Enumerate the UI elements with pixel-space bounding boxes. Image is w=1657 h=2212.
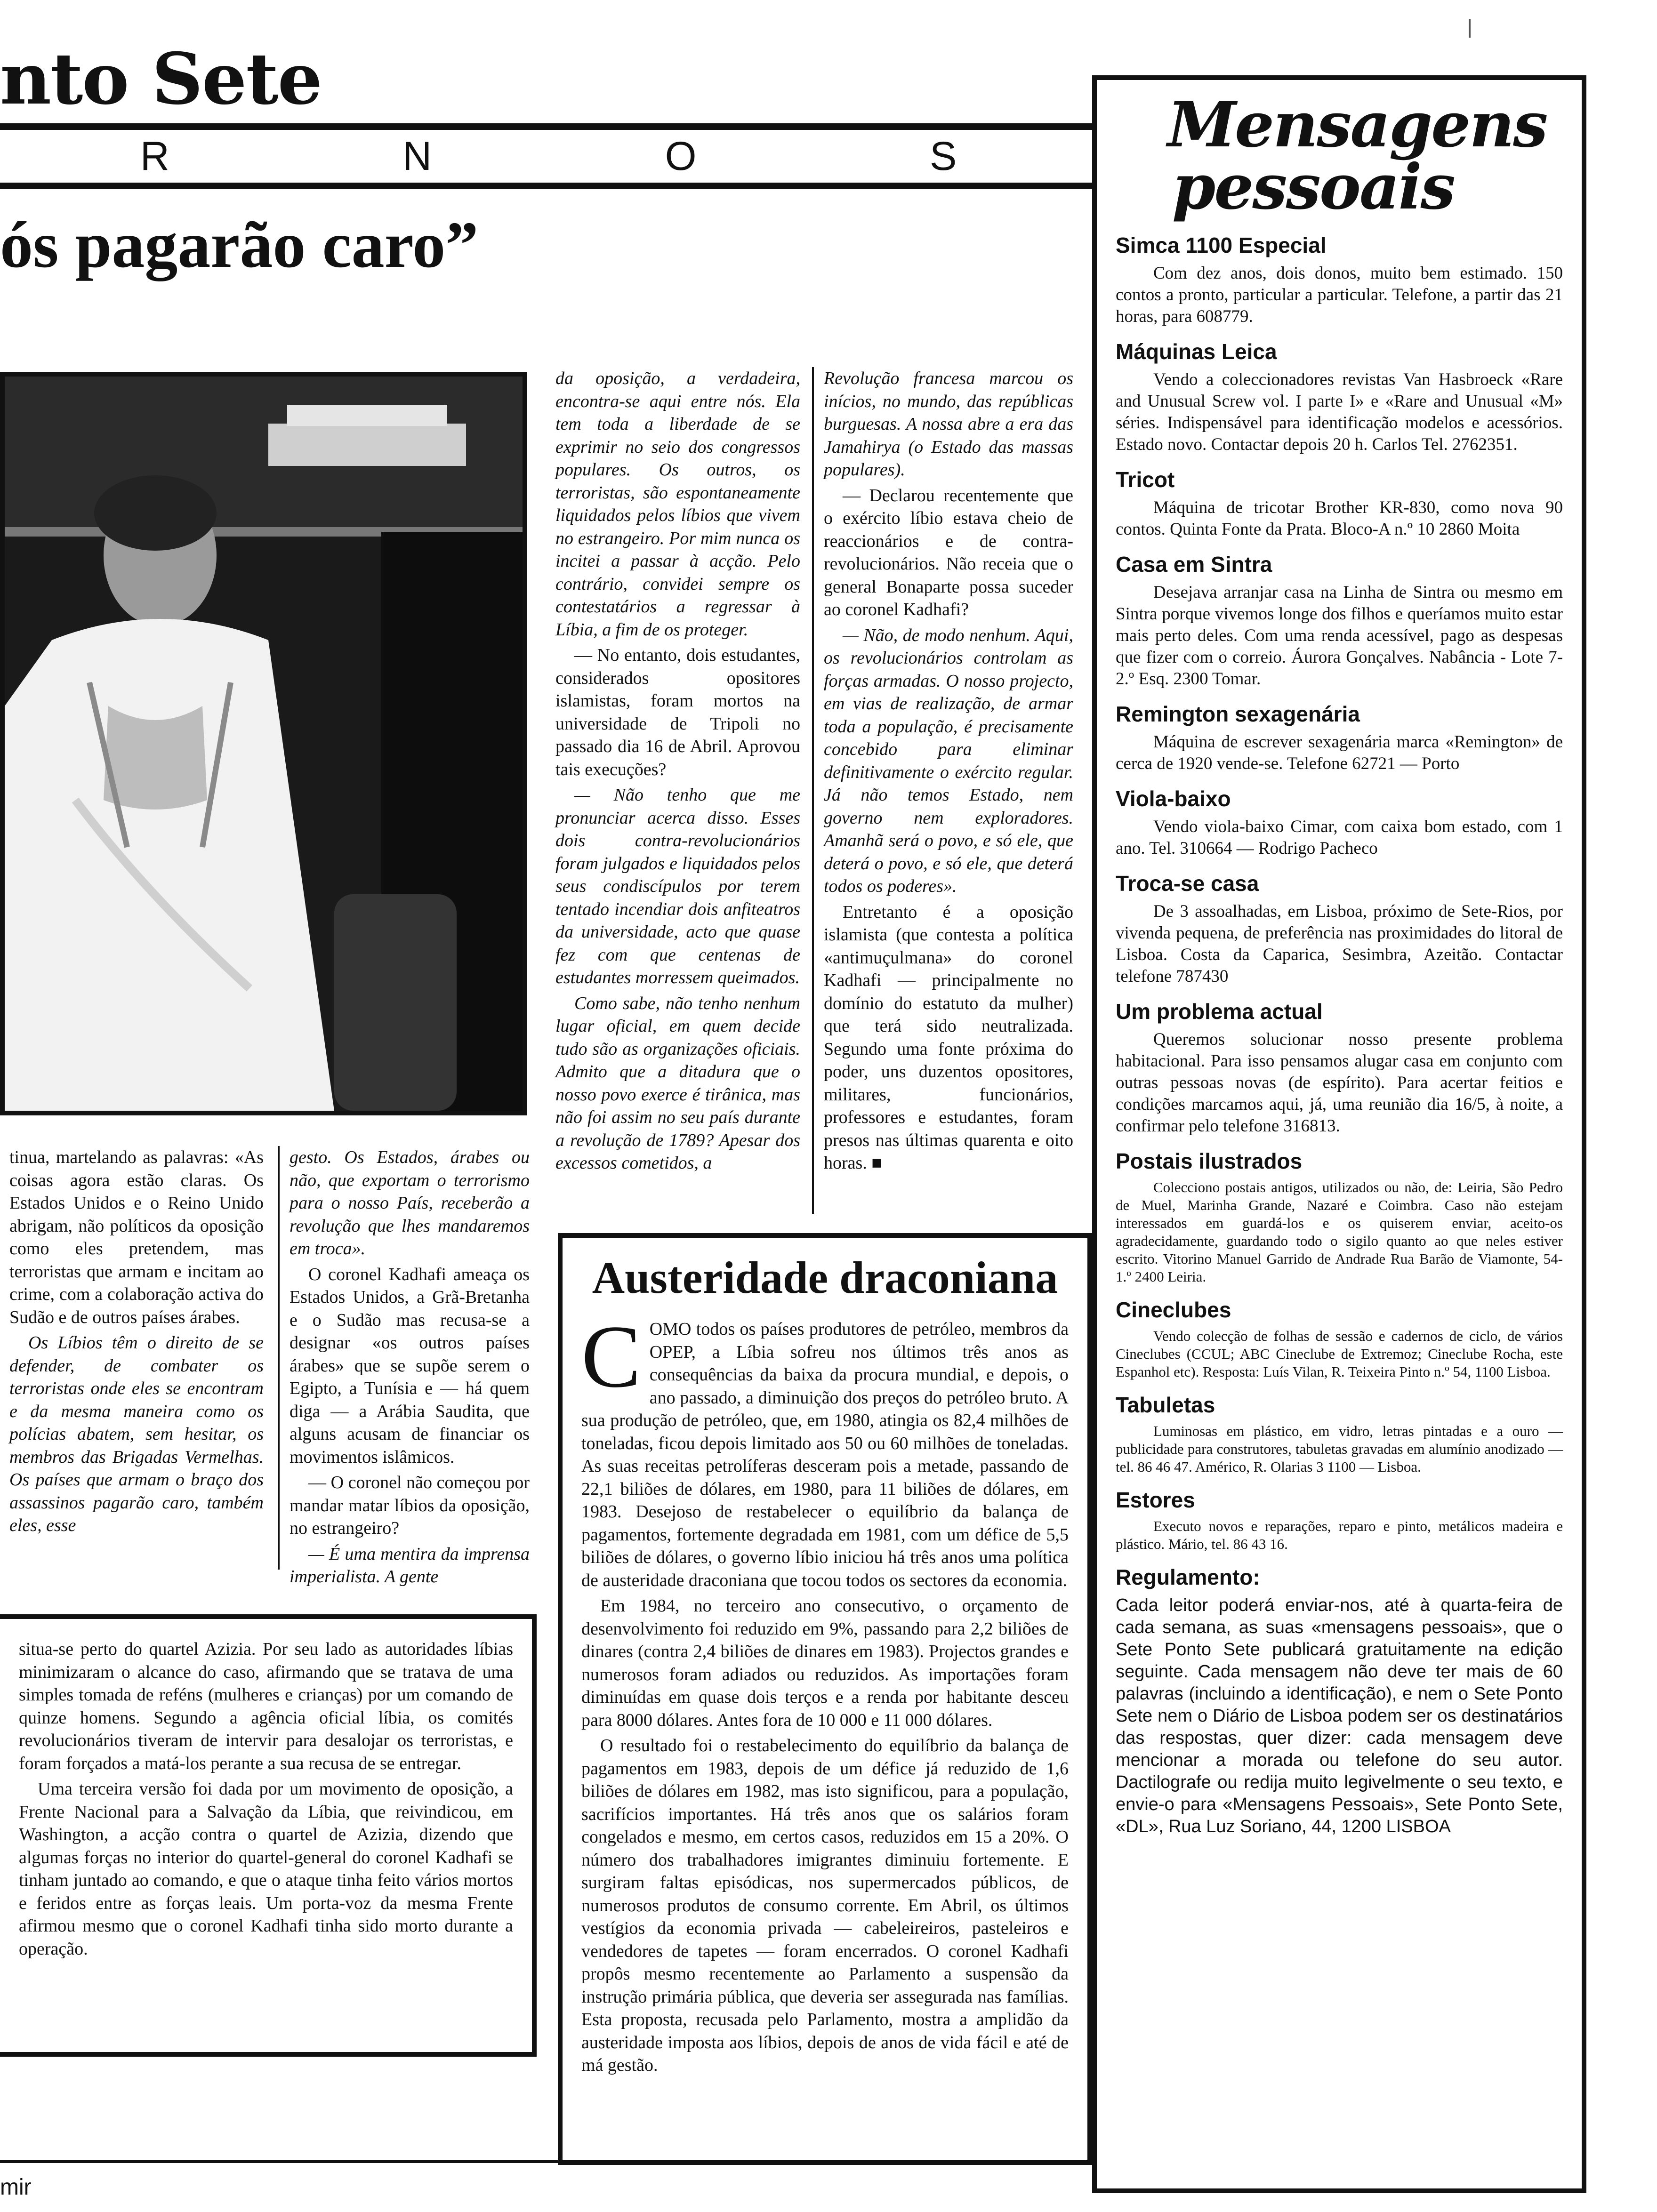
article-text: Revolução francesa marcou os inícios, no mundo, das repúblicas burguesas. A nossa abre a era das Jamahirya (o Estado das massas populares).: [824, 369, 1073, 480]
classified-ad: [1116, 701, 1563, 775]
photo-illustration: [5, 377, 523, 1111]
classified-ad: [1116, 1392, 1563, 1476]
ad-text: Máquina de tricotar Brother KR-830, como nova 90 contos. Quinta Fonte da Prata. Bloco-A n.º 10 2860 Moita: [1116, 498, 1563, 539]
article-column: [9, 1146, 264, 1540]
austerity-text: OMO todos os países produtores de petróleo, membros da OPEP, a Líbia sofreu nos últimos três anos as consequências da baixa da procura mundial, e depois, o ano passado, a diminuição dos preços do petróleo bruto. A sua produção de petróleo, que, em 1980, atingia os 82,4 milhões de toneladas, ficou depois limitado aos 50 ou 60 milhões de toneladas. As suas receitas petrolíferas desceram pois a metade, passando de 22,1 biliões de dólares, em 1980, para 11 biliões de dólares, em 1983. Desejoso de restabelecer o equilíbrio da balança de pagamentos, fortemente degradada em 1981, com um défice de 5,5 biliões de dólares, o governo líbio iniciou há três anos uma política de austeridade draconiana que tocou todos os sectores da economia.: [581, 1319, 1069, 1590]
article-text: — É uma mentira da imprensa imperialista. A gente: [290, 1544, 530, 1587]
austerity-text: O resultado foi o restabelecimento do equilíbrio da balança de pagamentos em 1983, depois de um défice já reduzido de 1,6 biliões de dólares em 1982, mas isto significou, para a população, sacrifícios importantes. Há três anos que os salários foram congelados e mesmo, em certos casos, reduzidos em 15 a 20%. O número dos trabalhadores imigrantes diminuiu fortemente. E surgiram faltas episódicas, nos supermercados públicos, de numerosos produtos de consumo corrente. Em Abril, os últimos vestígios da economia privada — cabeleireiros, pasteleiros e vendedores de tapetes — foram encerrados. O coronel Kadhafi propôs mesmo recentemente ao Parlamento a suspensão da instrução primária pública, que deveria ser assegurada nas famílias. Esta proposta, recusada pelo Parlamento, mostra a amplidão da austeridade imposta aos líbios, depois de anos de vida fácil e até de má gestão.: [581, 1736, 1069, 2075]
related-text: situa-se perto do quartel Azizia. Por seu lado as autoridades líbias minimizaram o alcance do caso, afirmando que se tratava de uma simples tomada de reféns (mulheres e crianças) por um comando de quinze homens. Segundo a agência oficial líbia, os comités revolucionários tiveram de intervir para desalojar os terroristas, e foram forçados a matá-los perante a sua recusa de se entregar.: [19, 1639, 513, 1773]
end-mark: ■: [871, 1153, 883, 1173]
article-text: — Declarou recentemente que o exército líbio estava cheio de reaccionários e de contra-revolucionários. Não receia que o general Bonaparte possa suceder ao coronel Kadhafi?: [824, 485, 1073, 619]
related-text: Uma terceira versão foi dada por um movimento de oposição, a Frente Nacional para a Salvação da Líbia, que reivindicou, em Washington, a acção contra o quartel de Azizia, dizendo que algumas forças no interior do quartel-general do coronel Kadhafi se tinham juntado ao comando, e que o ataque tinha feito vários mortos e feridos entre as forças leais. Um porta-voz da mesma Frente afirmou mesmo que o coronel Kadhafi tinha sido morto durante a operação.: [19, 1779, 513, 1959]
ad-heading: Viola-baixo: [1116, 786, 1231, 811]
ad-text: Executo novos e reparações, reparo e pinto, metálicos madeira e plástico. Mário, tel. 86 43 16.: [1116, 1518, 1563, 1552]
classified-ad: [1116, 467, 1563, 540]
ad-text: Luminosas em plástico, em vidro, letras pintadas e a ouro — publicidade para construtores, tabuletas gravadas em alumínio anodizado — tel. 86 46 47. Américo, R. Olarias 3 1100 — Lisboa.: [1116, 1423, 1563, 1475]
regulations-heading: Regulamento:: [1116, 1565, 1260, 1589]
ad-text: Com dez anos, dois donos, muito bem estimado. 150 contos a pronto, particular a particular. Telefone, a partir das 21 horas, para 608779.: [1116, 264, 1563, 326]
masthead-title: nto Sete: [0, 38, 322, 120]
ad-text: Vendo colecção de folhas de sessão e cadernos de ciclo, de vários Cineclubes (CCUL; ABC Cineclube de Extremoz; Cineclube Rocha, este Espanhol etc). Resposta: Luís Vilan, R. Teixeira Pinto n.º 54, 1100 Lisboa.: [1116, 1328, 1563, 1380]
article-text: Como sabe, não tenho nenhum lugar oficial, em quem decide tudo são as organizações oficiais. Admito que a ditadura que o nosso povo exerce é tirânica, mas não foi assim no seu país durante a revolução de 1789? Apesar dos excessos cometidos, a: [555, 993, 800, 1173]
ad-heading: Remington sexagenária: [1116, 702, 1360, 726]
section-letter: O: [665, 133, 697, 179]
ad-text: Queremos solucionar nosso presente problema habitacional. Para isso pensamos alugar casa em conjunto com outras pessoas novas (de espírito). Para acertar feitios e condições marcamos aqui, já, uma reunião dia 16/5, à noite, a confirmar pelo telefone 316813.: [1116, 1030, 1563, 1136]
messages-title-line: pessoais: [1172, 151, 1454, 224]
section-letter: N: [402, 133, 432, 179]
article-column: [290, 1146, 530, 1591]
ad-text: Vendo viola-baixo Cimar, com caixa bom estado, com 1 ano. Tel. 310664 — Rodrigo Pacheco: [1116, 817, 1563, 858]
classified-ad: [1116, 999, 1563, 1137]
messages-title-line: Mensagens: [1167, 88, 1547, 161]
austerity-title: Austeridade draconiana: [592, 1252, 1058, 1303]
article-text: — Não tenho que me pronunciar acerca disso. Esses dois contra-revolucionários foram julgados e liquidados pelos seus condiscípulos por terem tentado incendiar dois anfiteatros da universidade, acto que quase fez com que centenas de estudantes morressem queimados.: [555, 785, 800, 987]
article-text: Os Líbios têm o direito de se defender, de combater os terroristas onde eles se encontram e da mesma maneira como os polícias abatem, sem hesitar, os membros das Brigadas Vermelhas. Os países que armam o braço dos assassinos pagarão caro, também eles, esse: [9, 1333, 264, 1535]
classified-ad: [1116, 232, 1563, 328]
ad-text: Desejava arranjar casa na Linha de Sintra ou mesmo em Sintra porque vivemos longe dos filhos e queríamos muito estar mais perto deles. Com uma renda acessível, pago as despesas que fizer com o correio. Áurora Gonçalves. Nabância - Lote 7-2.º Esq. 2300 Tomar.: [1116, 583, 1563, 689]
classified-ad: [1116, 786, 1563, 859]
ad-text: Vendo a coleccionadores revistas Van Hasbroeck «Rare and Unusual Screw vol. I parte I» e «Rare and Unusual «M» séries. Indispensável para identificação modelos e acessórios. Estado novo. Contactar depois 20 h. Carlos Tel. 2762351.: [1116, 370, 1563, 454]
article-text: — No entanto, dois estudantes, considerados opositores islamistas, foram mortos na universidade de Tripoli no passado dia 16 de Abril. Aprovou tais execuções?: [555, 645, 800, 779]
article-text: — Não, de modo nenhum. Aqui, os revolucionários controlam as forças armadas. O nosso projecto, em vias de realização, de armar toda a população, é precisamente concebido para eliminar definitivamente o exército regular. Já não temos Estado, nem governo nem exploradores. Amanhã será o povo, e só ele, que deterá o povo, e só ele, que deterá todos os poderes».: [824, 625, 1073, 896]
page-mark: [1469, 19, 1471, 38]
ad-heading: Um problema actual: [1116, 999, 1323, 1024]
ad-heading: Casa em Sintra: [1116, 552, 1272, 577]
regulations: [1116, 1564, 1563, 1838]
classified-ad: [1116, 1148, 1563, 1286]
classified-ad: [1116, 552, 1563, 690]
classified-ad: [1116, 1487, 1563, 1553]
article-text: — O coronel não começou por mandar matar líbios da oposição, no estrangeiro?: [290, 1473, 530, 1538]
classified-ad: [1116, 871, 1563, 987]
article-column: [555, 367, 800, 1178]
austerity-text: Em 1984, no terceiro ano consecutivo, o orçamento de desenvolvimento foi reduzido em 9%, passando para 2,2 biliões de dinares (contra 2,4 biliões de dinares em 1983). Projectos grandes e numerosos foram adiados ou reduzidos. As importações foram diminuídas em quase dois terços e a renda por habitante desceu para 8000 dólares. Antes fora de 10 000 e 11 000 dólares.: [581, 1596, 1069, 1730]
article-text: tinua, martelando as palavras: «As coisas agora estão claras. Os Estados Unidos e o Reino Unido abrigam, não políticos da oposição como eles pretendem, mas terroristas que armam e incitam ao crime, com a colaboração activa do Sudão e de outros países árabes.: [9, 1147, 264, 1327]
article-text: Entretanto é a oposição islamista (que contesta a política «antimuçulmana» do coronel Kadhafi — principalmente no domínio do estatuto da mulher) que terá sido neutralizada. Segundo uma fonte próxima do poder, uns duzentos opositores, militares, funcionários, professores e estudantes, foram presos nas últimas quarenta e oito horas.: [824, 902, 1073, 1173]
ad-heading: Estores: [1116, 1488, 1195, 1512]
ad-heading: Cineclubes: [1116, 1298, 1231, 1322]
footer-mark: mir: [0, 2175, 32, 2200]
messages-title: [1167, 88, 1563, 224]
ad-heading: Troca-se casa: [1116, 871, 1259, 896]
personal-messages-box: [1092, 75, 1586, 2193]
ad-text: De 3 assoalhadas, em Lisboa, próximo de Sete-Rios, por vivenda pequena, de preferência nas proximidades do litoral de Lisboa. Costa da Caparica, Sesimbra, Azeitão. Contactar telefone 787430: [1116, 902, 1563, 986]
drop-cap: C: [581, 1307, 641, 1406]
austerity-box: [558, 1233, 1092, 2165]
classified-ad: [1116, 339, 1563, 456]
section-letter: R: [140, 133, 169, 179]
article-text: O coronel Kadhafi ameaça os Estados Unidos, a Grã-Bretanha e o Sudão mas recusa-se a designar «os outros países árabes» que se supõe serem o Egipto, a Tunísia e — há quem diga — a Arábia Saudita, que alguns acusam de financiar os movimentos islâmicos.: [290, 1264, 530, 1467]
article-text: da oposição, a verdadeira, encontra-se aqui entre nós. Ela tem toda a liberdade de se exprimir no seio dos congressos populares. Os outros, os terroristas, são espontaneamente liquidados pelos líbios que vivem no estrangeiro. Por mim nunca os incitei a passar à acção. Pelo contrário, convidei sempre os contestatários a regressar à Líbia, a fim de os proteger.: [555, 369, 800, 640]
article-column: [824, 367, 1073, 1178]
ad-heading: Simca 1100 Especial: [1116, 233, 1327, 257]
ad-heading: Postais ilustrados: [1116, 1149, 1303, 1173]
ad-heading: Tricot: [1116, 467, 1175, 492]
kadhafi-photo: [0, 372, 527, 1115]
ad-heading: Máquinas Leica: [1116, 339, 1277, 364]
section-bar: [0, 123, 1097, 189]
ad-text: Colecciono postais antigos, utilizados ou não, de: Leiria, São Pedro de Muel, Marinha Grande, Nazaré e Coimbra. Caso não estejam interessados em guardá-los e os quiserem enviar, aceito-os agradecidamente, guardando todo o sigilo quanto ao que neles estiver escrito. Vitorino Manuel Garrido de Andrade Rua Barão de Viamonte, 54-1.º 2400 Leiria.: [1116, 1179, 1563, 1285]
article-text: gesto. Os Estados, árabes ou não, que exportam o terrorismo para o nosso País, receberão a revolução que lhes mandaremos em troca».: [290, 1147, 530, 1258]
column-rule: [812, 367, 814, 1214]
ad-text: Máquina de escrever sexagenária marca «Remington» de cerca de 1920 vende-se. Telefone 62721 — Porto: [1116, 732, 1563, 773]
section-letter: S: [929, 133, 957, 179]
related-story-box: [0, 1614, 537, 2057]
column-rule: [278, 1146, 280, 1570]
regulations-text: Cada leitor poderá enviar-nos, até à quarta-feira de cada semana, as suas «mensagens pessoais», que o Sete Ponto Sete publicará gratuitamente na edição seguinte. Cada mensagem não deve ter mais de 60 palavras (incluindo a identificação), e nem o Sete Ponto Sete nem o Diário de Lisboa podem ser os destinatários das respostas, quer dizer: cada mensagem deve mencionar a morada ou telefone do seu autor. Dactilografe ou redija muito legivelmente o seu texto, e envie-o para «Mensagens Pessoais», Sete Ponto Sete, «DL», Rua Luz Soriano, 44, 1200 LISBOA: [1116, 1595, 1563, 1836]
article-headline: ós pagarão caro”: [0, 208, 479, 281]
ad-heading: Tabuletas: [1116, 1393, 1215, 1417]
page-bottom-rule: [0, 2160, 1092, 2163]
classified-ad: [1116, 1297, 1563, 1381]
